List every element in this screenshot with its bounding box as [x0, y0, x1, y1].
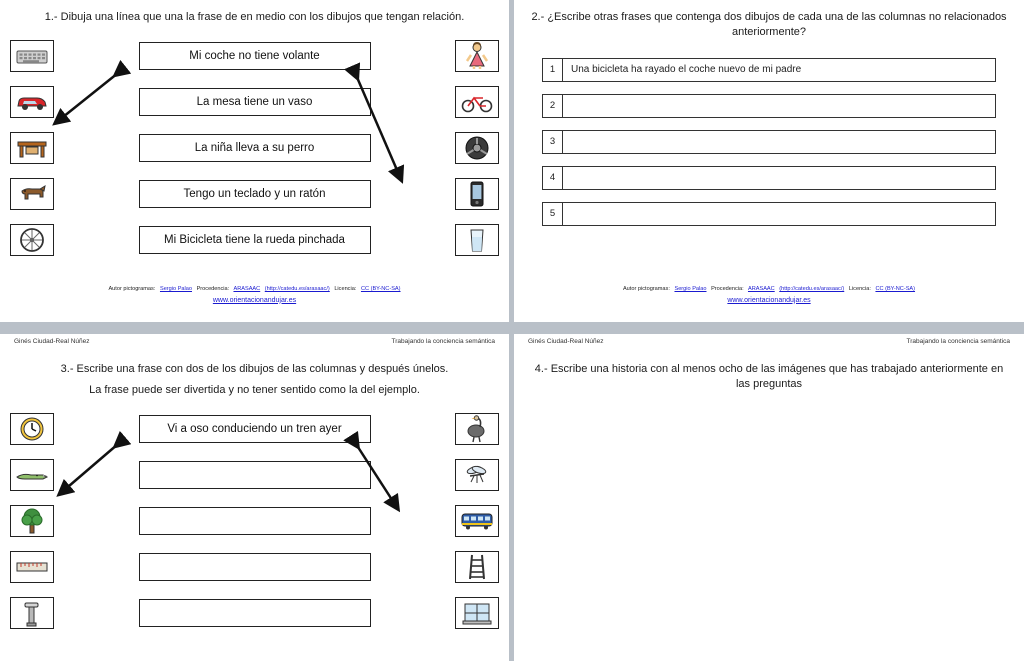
credits-source-label: Procedencia: [711, 286, 744, 293]
glass-icon [455, 224, 499, 256]
tree-icon [10, 505, 54, 537]
credits-site[interactable]: www.orientacionandujar.es [212, 296, 297, 304]
ladder-icon [455, 551, 499, 583]
question-3-subtitle: La frase puede ser divertida y no tener sentido como la del ejemplo. [89, 383, 420, 396]
car-icon [10, 86, 54, 118]
worksheet-sheet-2 [514, 0, 1024, 322]
answer-row[interactable] [542, 202, 996, 226]
answer-number: 1 [543, 59, 563, 81]
bicycle-icon [455, 86, 499, 118]
credits-footer [0, 285, 509, 306]
answer-lines-2 [514, 58, 1024, 226]
worksheet-sheet-3 [0, 334, 509, 661]
answer-text[interactable]: Una bicicleta ha rayado el coche nuevo de mi padre [571, 64, 802, 76]
running-head-left: Ginés Ciudad-Real Núñez [14, 338, 90, 345]
question-3-title: 3.- Escribe una frase con dos de los dibujos de las columnas y después únelos. [60, 363, 449, 375]
match-row [10, 129, 499, 167]
match-row [10, 175, 499, 213]
steering-wheel-icon [455, 132, 499, 164]
mobile-phone-icon [455, 178, 499, 210]
answer-number: 4 [543, 167, 563, 189]
sentence-box[interactable] [139, 461, 371, 489]
sentence-box[interactable] [139, 599, 371, 627]
credits-license[interactable]: CC (BY-NC-SA) [875, 286, 916, 293]
answer-text[interactable] [563, 131, 995, 153]
sentence-box[interactable]: Tengo un teclado y un ratón [139, 180, 371, 208]
sentence-box[interactable]: Vi a oso conduciendo un tren ayer [139, 415, 371, 443]
clock-icon [10, 413, 54, 445]
question-1-title: 1.- Dibuja una línea que una la frase de en medio con los dibujos que tengan relación. [44, 11, 465, 23]
train-icon [455, 505, 499, 537]
ruler-icon [10, 551, 54, 583]
sentence-box[interactable] [139, 553, 371, 581]
sentence-box[interactable]: La niña lleva a su perro [139, 134, 371, 162]
running-head [514, 338, 1024, 345]
window-icon [455, 597, 499, 629]
credits-license-label: Licencia: [848, 286, 871, 293]
answer-row[interactable] [542, 94, 996, 118]
answer-number: 2 [543, 95, 563, 117]
answer-row[interactable] [542, 58, 996, 82]
keyboard-icon [10, 40, 54, 72]
ostrich-icon [455, 413, 499, 445]
credits-license[interactable]: CC (BY-NC-SA) [360, 286, 401, 293]
credits-source[interactable]: ARASAAC [747, 286, 775, 293]
mosquito-icon [455, 459, 499, 491]
credits-source-label: Procedencia: [196, 286, 230, 293]
match-row [10, 37, 499, 75]
answer-row[interactable] [542, 130, 996, 154]
running-head-right: Trabajando la conciencia semántica [391, 338, 495, 345]
credits-license-label: Licencia: [334, 286, 357, 293]
table-icon [10, 132, 54, 164]
answer-number: 3 [543, 131, 563, 153]
crocodile-icon [10, 459, 54, 491]
credits-prefix: Autor pictogramas: [108, 286, 156, 293]
sentence-box[interactable]: Mi Bicicleta tiene la rueda pinchada [139, 226, 371, 254]
answer-row[interactable] [542, 166, 996, 190]
worksheet-sheet-1 [0, 0, 509, 322]
credits-source[interactable]: ARASAAC [233, 286, 261, 293]
sentence-box[interactable]: Mi coche no tiene volante [139, 42, 371, 70]
match-row [10, 83, 499, 121]
question-2-title: 2.- ¿Escribe otras frases que contenga dos dibujos de cada una de las columnas no relacionados anteriormente? [531, 11, 1007, 38]
running-head-left: Ginés Ciudad-Real Núñez [528, 338, 604, 345]
match-row [10, 548, 499, 586]
question-4-title: 4.- Escribe una historia con al menos ocho de las imágenes que has trabajado anteriormente en las preguntas [534, 363, 1004, 390]
credits-author[interactable]: Sergio Palao [159, 286, 192, 293]
credits-footer [514, 285, 1024, 306]
match-row [10, 221, 499, 259]
credits-url[interactable]: (http://catedu.es/arasaac/) [264, 286, 330, 293]
matching-grid-3 [0, 410, 509, 632]
story-writing-area[interactable] [514, 392, 1024, 612]
match-row [10, 594, 499, 632]
match-row [10, 456, 499, 494]
wheel-spoke-icon [10, 224, 54, 256]
answer-text[interactable] [563, 203, 995, 225]
matching-grid-1 [0, 37, 509, 259]
answer-text[interactable] [563, 95, 995, 117]
sentence-box[interactable] [139, 507, 371, 535]
worksheet-sheet-4 [514, 334, 1024, 661]
running-head-right: Trabajando la conciencia semántica [906, 338, 1010, 345]
credits-site[interactable]: www.orientacionandujar.es [727, 296, 811, 304]
credits-prefix: Autor pictogramas: [622, 286, 670, 293]
match-row [10, 502, 499, 540]
credits-author[interactable]: Sergio Palao [674, 286, 707, 293]
credits-url[interactable]: (http://catedu.es/arasaac/) [779, 286, 845, 293]
answer-text[interactable] [563, 167, 995, 189]
sentence-box[interactable]: La mesa tiene un vaso [139, 88, 371, 116]
faucet-icon [10, 597, 54, 629]
match-row [10, 410, 499, 448]
answer-number: 5 [543, 203, 563, 225]
girl-icon [455, 40, 499, 72]
dog-icon [10, 178, 54, 210]
running-head [0, 338, 509, 345]
